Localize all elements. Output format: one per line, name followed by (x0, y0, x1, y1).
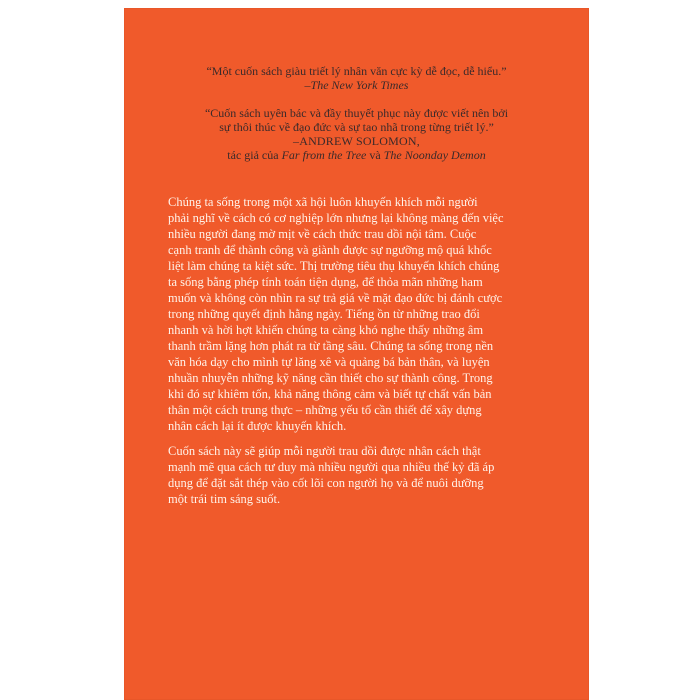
text-line: cạnh tranh để thành công và giành được sự ngưỡng mộ quá khốc (168, 243, 492, 257)
text-line: thân một cách trung thực – những yếu tố cần thiết để xây dựng (168, 403, 482, 417)
text-line: văn hóa dạy cho mình tự lăng xê và quảng bá bản thân, và luyện (168, 355, 490, 369)
quote-text: “Một cuốn sách giàu triết lý nhân văn cực kỳ dễ đọc, dễ hiểu.” (206, 64, 507, 78)
text-line: nhanh và hời hợt khiến chúng ta càng khó nghe thấy những âm (168, 323, 484, 337)
book-title: Far from the Tree (281, 148, 367, 162)
quote-text-line: “Cuốn sách uyên bác và đầy thuyết phục này được viết nên bởi (204, 106, 509, 120)
credit-prefix: tác giả của (227, 148, 282, 162)
quote-block-solomon (124, 106, 589, 162)
blurb-paragraph-2 (168, 443, 552, 507)
quote-author: –ANDREW SOLOMON, (293, 134, 420, 148)
text-line: nhiều người đang mờ mịt về cách thức trau dồi nội tâm. Cuộc (168, 227, 477, 241)
text-line: muốn và không còn nhìn ra sự trả giá về mặt đạo đức bị đánh cược (168, 291, 503, 305)
text-line: thanh trầm lặng hơn phát ra từ tầng sâu. Chúng ta sống trong nền (168, 339, 494, 353)
review-quotes (124, 64, 589, 162)
text-line: dụng để đặt sắt thép vào cốt lõi con người họ và để nuôi dưỡng (168, 476, 484, 490)
text-line: Chúng ta sống trong một xã hội luôn khuyến khích mỗi người (168, 195, 478, 209)
book-title: The Noonday Demon (383, 148, 486, 162)
text-line: trong những quyết định hằng ngày. Tiếng ồn từ những trao đổi (168, 307, 480, 321)
text-line: phải nghĩ về cách có cơ nghiệp lớn nhưng lại không màng đến việc (168, 211, 504, 225)
blurb (168, 194, 552, 507)
text-line: nhuần nhuyễn những kỹ năng cần thiết cho sự thành công. Trong (168, 371, 493, 385)
quote-text-line: sự thôi thúc về đạo đức và sự tao nhã trong từng triết lý.” (219, 120, 494, 134)
quote-block-nyt (124, 64, 589, 92)
credit-conjunction: và (366, 148, 384, 162)
text-line: Cuốn sách này sẽ giúp mỗi người trau dồi được nhân cách thật (168, 444, 481, 458)
book-back-cover (124, 8, 589, 700)
text-line: khi đó sự khiêm tốn, khả năng thông cảm và biết tự chất vấn bản (168, 387, 492, 401)
quote-source: –The New York Times (304, 78, 409, 92)
text-line: ta sống bằng phép tính toán tiện dụng, để thỏa mãn những ham (168, 275, 483, 289)
blurb-paragraph-1 (168, 194, 552, 434)
text-line: nhân cách lại ít được khuyến khích. (168, 419, 347, 433)
text-line: một trái tim sáng suốt. (168, 492, 281, 506)
text-line: liệt làm chúng ta kiệt sức. Thị trường tiêu thụ khuyến khích chúng (168, 259, 500, 273)
text-line: mạnh mẽ qua cách tư duy mà nhiều người qua nhiều thế kỷ đã áp (168, 460, 495, 474)
quote-credit (124, 148, 589, 162)
